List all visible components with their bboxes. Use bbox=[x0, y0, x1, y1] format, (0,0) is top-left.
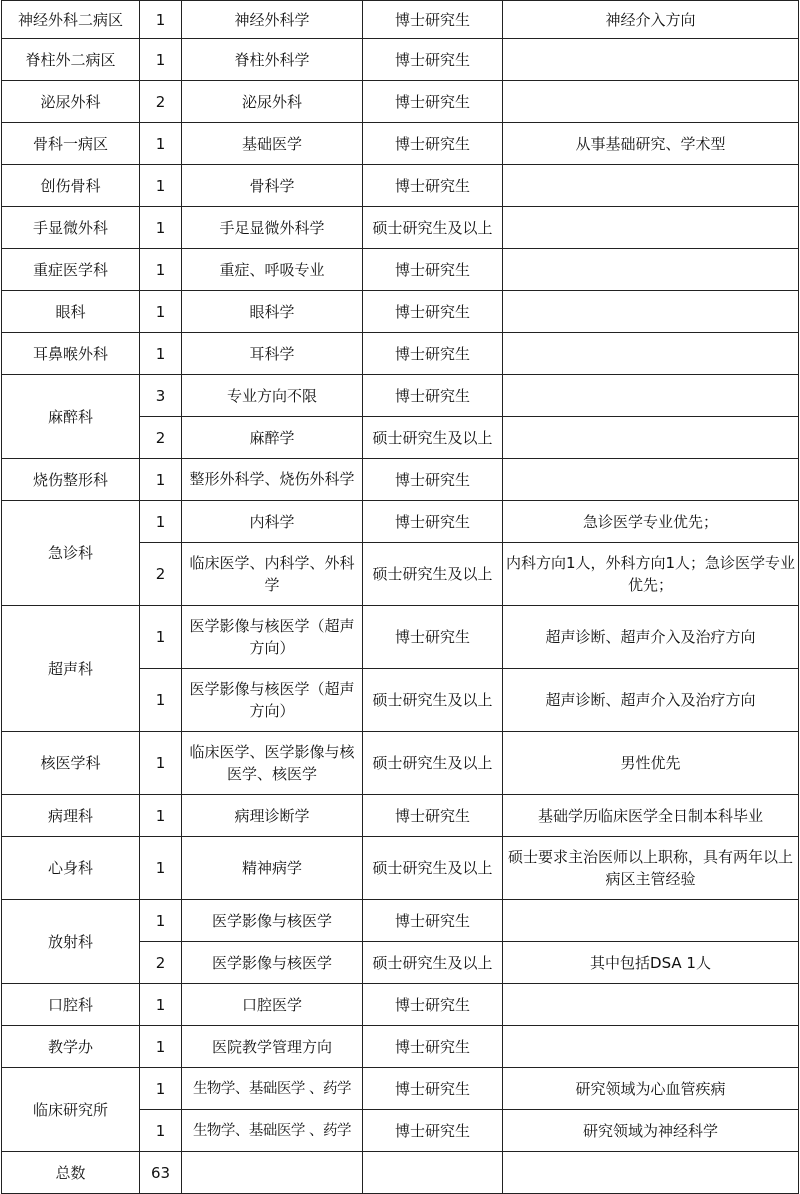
table-row bbox=[2, 207, 799, 249]
note-cell bbox=[503, 984, 799, 1026]
note-cell bbox=[503, 333, 799, 375]
note-cell bbox=[503, 291, 799, 333]
major-cell: 手足显微外科学 bbox=[182, 207, 363, 249]
major-cell: 骨科学 bbox=[182, 165, 363, 207]
department-cell: 病理科 bbox=[2, 795, 140, 837]
headcount-cell: 1 bbox=[140, 837, 182, 900]
table-row bbox=[2, 39, 799, 81]
major-cell: 临床医学、医学影像与核医学、核医学 bbox=[182, 732, 363, 795]
table-row bbox=[2, 375, 799, 417]
table-row bbox=[2, 795, 799, 837]
note-cell: 急诊医学专业优先； bbox=[503, 501, 799, 543]
headcount-cell: 1 bbox=[140, 1, 182, 39]
major-cell: 耳科学 bbox=[182, 333, 363, 375]
note-cell bbox=[503, 375, 799, 417]
education-cell: 博士研究生 bbox=[363, 123, 503, 165]
table-row bbox=[2, 291, 799, 333]
department-cell: 放射科 bbox=[2, 900, 140, 984]
headcount-cell: 1 bbox=[140, 459, 182, 501]
headcount-cell: 2 bbox=[140, 81, 182, 123]
headcount-cell: 3 bbox=[140, 375, 182, 417]
note-cell bbox=[503, 207, 799, 249]
major-cell: 临床医学、内科学、外科学 bbox=[182, 543, 363, 606]
education-cell: 硕士研究生及以上 bbox=[363, 543, 503, 606]
note-cell bbox=[503, 249, 799, 291]
headcount-cell: 1 bbox=[140, 900, 182, 942]
department-cell: 重症医学科 bbox=[2, 249, 140, 291]
education-cell: 博士研究生 bbox=[363, 501, 503, 543]
empty-cell bbox=[182, 1152, 363, 1194]
education-cell: 博士研究生 bbox=[363, 39, 503, 81]
headcount-cell: 1 bbox=[140, 984, 182, 1026]
major-cell: 基础医学 bbox=[182, 123, 363, 165]
note-cell: 男性优先 bbox=[503, 732, 799, 795]
education-cell: 博士研究生 bbox=[363, 1, 503, 39]
note-cell: 超声诊断、超声介入及治疗方向 bbox=[503, 606, 799, 669]
major-cell: 麻醉学 bbox=[182, 417, 363, 459]
headcount-cell: 1 bbox=[140, 795, 182, 837]
headcount-cell: 1 bbox=[140, 1068, 182, 1110]
headcount-cell: 1 bbox=[140, 123, 182, 165]
total-value: 63 bbox=[140, 1152, 182, 1194]
department-cell: 神经外科二病区 bbox=[2, 1, 140, 39]
table-row bbox=[2, 165, 799, 207]
note-cell bbox=[503, 165, 799, 207]
education-cell: 硕士研究生及以上 bbox=[363, 942, 503, 984]
major-cell: 医学影像与核医学（超声方向） bbox=[182, 606, 363, 669]
education-cell: 硕士研究生及以上 bbox=[363, 417, 503, 459]
department-cell: 急诊科 bbox=[2, 501, 140, 606]
department-cell: 口腔科 bbox=[2, 984, 140, 1026]
headcount-cell: 2 bbox=[140, 942, 182, 984]
note-cell: 从事基础研究、学术型 bbox=[503, 123, 799, 165]
major-cell: 神经外科学 bbox=[182, 1, 363, 39]
education-cell: 博士研究生 bbox=[363, 165, 503, 207]
department-cell: 创伤骨科 bbox=[2, 165, 140, 207]
recruitment-table bbox=[1, 0, 799, 1194]
department-cell: 骨科一病区 bbox=[2, 123, 140, 165]
table-row bbox=[2, 81, 799, 123]
major-cell: 专业方向不限 bbox=[182, 375, 363, 417]
headcount-cell: 1 bbox=[140, 333, 182, 375]
education-cell: 博士研究生 bbox=[363, 333, 503, 375]
table-row bbox=[2, 900, 799, 942]
table-row bbox=[2, 249, 799, 291]
education-cell: 博士研究生 bbox=[363, 1068, 503, 1110]
department-cell: 烧伤整形科 bbox=[2, 459, 140, 501]
department-cell: 心身科 bbox=[2, 837, 140, 900]
department-cell: 临床研究所 bbox=[2, 1068, 140, 1152]
headcount-cell: 1 bbox=[140, 207, 182, 249]
table-row bbox=[2, 984, 799, 1026]
department-cell: 教学办 bbox=[2, 1026, 140, 1068]
education-cell: 博士研究生 bbox=[363, 900, 503, 942]
table-row bbox=[2, 837, 799, 900]
note-cell: 硕士要求主治医师以上职称，具有两年以上病区主管经验 bbox=[503, 837, 799, 900]
table-row bbox=[2, 501, 799, 543]
headcount-cell: 1 bbox=[140, 249, 182, 291]
major-cell: 精神病学 bbox=[182, 837, 363, 900]
table-row bbox=[2, 606, 799, 669]
major-cell: 生物学、基础医学 、药学 bbox=[182, 1110, 363, 1152]
headcount-cell: 1 bbox=[140, 1110, 182, 1152]
major-cell: 重症、呼吸专业 bbox=[182, 249, 363, 291]
department-cell: 手显微外科 bbox=[2, 207, 140, 249]
total-row bbox=[2, 1152, 799, 1194]
education-cell: 硕士研究生及以上 bbox=[363, 837, 503, 900]
headcount-cell: 1 bbox=[140, 501, 182, 543]
empty-cell bbox=[363, 1152, 503, 1194]
department-cell: 麻醉科 bbox=[2, 375, 140, 459]
note-cell bbox=[503, 459, 799, 501]
education-cell: 博士研究生 bbox=[363, 795, 503, 837]
note-cell: 神经介入方向 bbox=[503, 1, 799, 39]
major-cell: 医学影像与核医学 bbox=[182, 900, 363, 942]
headcount-cell: 1 bbox=[140, 606, 182, 669]
major-cell: 口腔医学 bbox=[182, 984, 363, 1026]
education-cell: 博士研究生 bbox=[363, 459, 503, 501]
headcount-cell: 1 bbox=[140, 1026, 182, 1068]
education-cell: 硕士研究生及以上 bbox=[363, 669, 503, 732]
major-cell: 医学影像与核医学（超声方向） bbox=[182, 669, 363, 732]
major-cell: 眼科学 bbox=[182, 291, 363, 333]
education-cell: 博士研究生 bbox=[363, 1026, 503, 1068]
department-cell: 脊柱外二病区 bbox=[2, 39, 140, 81]
table-row bbox=[2, 459, 799, 501]
table-row bbox=[2, 1026, 799, 1068]
major-cell: 医学影像与核医学 bbox=[182, 942, 363, 984]
note-cell: 研究领域为心血管疾病 bbox=[503, 1068, 799, 1110]
education-cell: 博士研究生 bbox=[363, 375, 503, 417]
major-cell: 医院教学管理方向 bbox=[182, 1026, 363, 1068]
major-cell: 脊柱外科学 bbox=[182, 39, 363, 81]
education-cell: 博士研究生 bbox=[363, 249, 503, 291]
headcount-cell: 2 bbox=[140, 543, 182, 606]
note-cell: 基础学历临床医学全日制本科毕业 bbox=[503, 795, 799, 837]
note-cell: 其中包括DSA 1人 bbox=[503, 942, 799, 984]
department-cell: 超声科 bbox=[2, 606, 140, 732]
table-row bbox=[2, 333, 799, 375]
major-cell: 生物学、基础医学 、药学 bbox=[182, 1068, 363, 1110]
note-cell: 内科方向1人，外科方向1人；急诊医学专业优先； bbox=[503, 543, 799, 606]
headcount-cell: 1 bbox=[140, 732, 182, 795]
major-cell: 内科学 bbox=[182, 501, 363, 543]
headcount-cell: 1 bbox=[140, 291, 182, 333]
note-cell bbox=[503, 900, 799, 942]
education-cell: 博士研究生 bbox=[363, 81, 503, 123]
note-cell: 研究领域为神经科学 bbox=[503, 1110, 799, 1152]
department-cell: 眼科 bbox=[2, 291, 140, 333]
note-cell: 超声诊断、超声介入及治疗方向 bbox=[503, 669, 799, 732]
major-cell: 病理诊断学 bbox=[182, 795, 363, 837]
note-cell bbox=[503, 417, 799, 459]
headcount-cell: 1 bbox=[140, 669, 182, 732]
total-label: 总数 bbox=[2, 1152, 140, 1194]
headcount-cell: 1 bbox=[140, 165, 182, 207]
education-cell: 博士研究生 bbox=[363, 291, 503, 333]
note-cell bbox=[503, 39, 799, 81]
department-cell: 泌尿外科 bbox=[2, 81, 140, 123]
education-cell: 硕士研究生及以上 bbox=[363, 207, 503, 249]
table-row bbox=[2, 1, 799, 39]
major-cell: 泌尿外科 bbox=[182, 81, 363, 123]
department-cell: 核医学科 bbox=[2, 732, 140, 795]
education-cell: 硕士研究生及以上 bbox=[363, 732, 503, 795]
headcount-cell: 2 bbox=[140, 417, 182, 459]
education-cell: 博士研究生 bbox=[363, 606, 503, 669]
department-cell: 耳鼻喉外科 bbox=[2, 333, 140, 375]
table-row bbox=[2, 123, 799, 165]
note-cell bbox=[503, 81, 799, 123]
note-cell bbox=[503, 1026, 799, 1068]
empty-cell bbox=[503, 1152, 799, 1194]
major-cell: 整形外科学、烧伤外科学 bbox=[182, 459, 363, 501]
education-cell: 博士研究生 bbox=[363, 984, 503, 1026]
education-cell: 博士研究生 bbox=[363, 1110, 503, 1152]
table-row bbox=[2, 1068, 799, 1110]
headcount-cell: 1 bbox=[140, 39, 182, 81]
table-row bbox=[2, 732, 799, 795]
